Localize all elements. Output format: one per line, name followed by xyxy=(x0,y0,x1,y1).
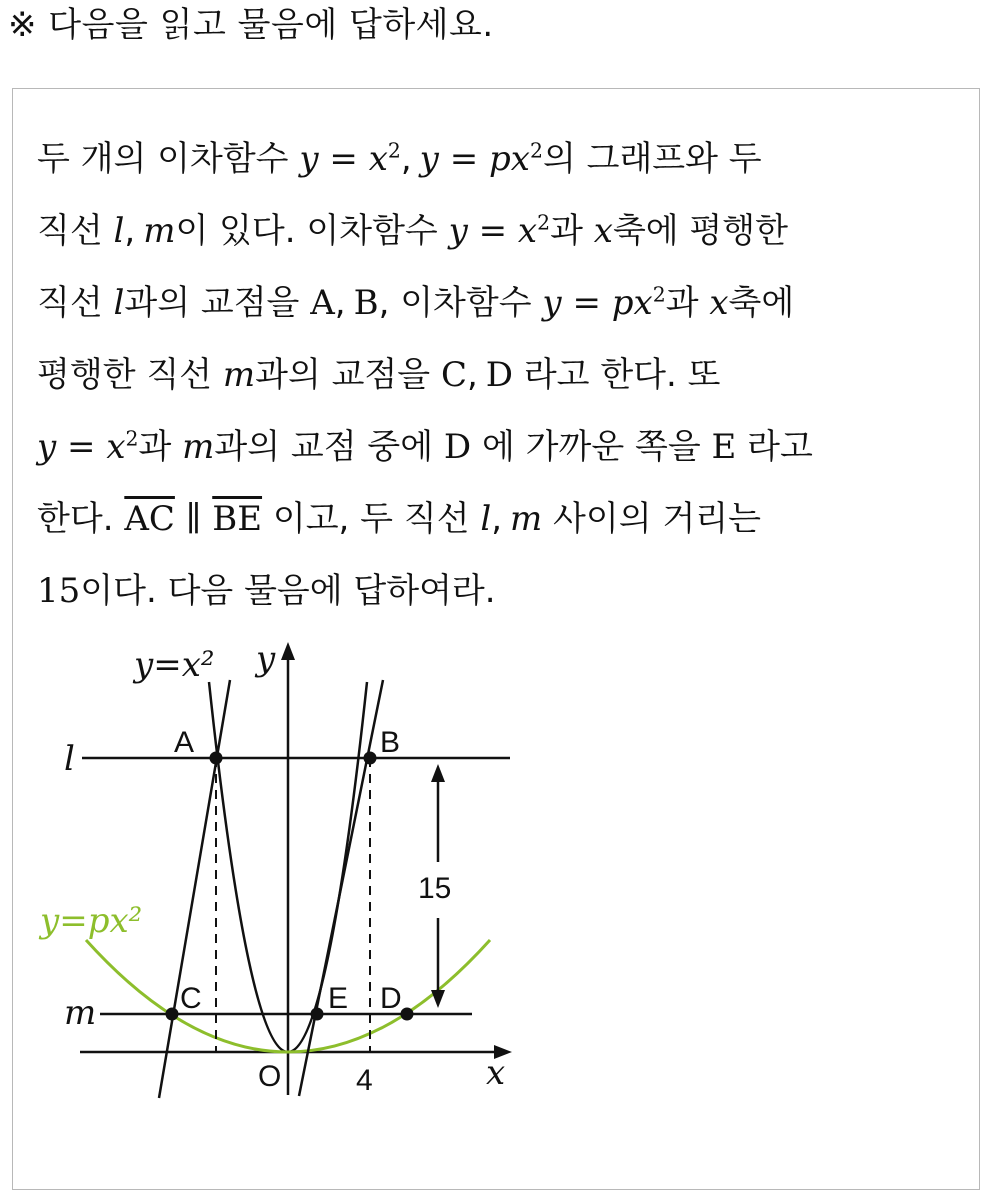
text-segment: 이다. 다음 물음에 답하여라. xyxy=(80,571,496,611)
problem-line-5: $y = x^2$과 m과의 교점 중에 D 에 가까운 쪽을 E 라고 xyxy=(37,426,813,467)
text-segment: 과의 교점 중에 xyxy=(214,427,444,467)
down-arrow-icon xyxy=(431,990,445,1008)
text-segment: 에 가까운 쪽을 xyxy=(471,427,712,467)
label-d: D xyxy=(380,982,402,1015)
text-segment: 이 있다. 이차함수 xyxy=(175,211,449,251)
point-a xyxy=(210,752,223,765)
text-segment: 과 xyxy=(665,283,710,323)
problem-line-3: 직선 l과의 교점을 A, B, 이차함수 $y = px^2$과 x축에 xyxy=(37,282,795,323)
text-segment: 과의 교점을 xyxy=(124,283,311,323)
text-segment: 축에 xyxy=(728,283,795,323)
y-axis-label: y xyxy=(256,639,276,679)
text-segment: 축에 평행한 xyxy=(612,211,788,251)
instruction-heading: ※ 다음을 읽고 물음에 답하세요. xyxy=(8,5,494,45)
problem-line-4: 평행한 직선 m과의 교점을 C, D 라고 한다. 또 xyxy=(37,355,721,395)
tick-label-4: 4 xyxy=(356,1064,373,1097)
line-ac xyxy=(159,680,230,1098)
problem-line-6: 한다. $\overline{AC}$ ∥ $\overline{BE}$ 이고, 두 직선 l, m 사이의 거리는 xyxy=(37,499,761,539)
text-segment: 한다. xyxy=(37,499,125,539)
text-segment: 라고 한다. 또 xyxy=(513,355,721,395)
label-a: A xyxy=(174,726,195,759)
text-segment: 과 xyxy=(550,211,594,251)
text-segment: 15 xyxy=(37,571,81,611)
text-segment: 평행한 직선 xyxy=(37,355,223,395)
point-b xyxy=(364,752,377,765)
label-e: E xyxy=(328,982,349,1015)
text-segment: 과 xyxy=(138,427,183,467)
text-segment: , 이차함수 xyxy=(378,283,543,323)
point-d xyxy=(401,1008,414,1021)
text-segment: 직선 xyxy=(37,283,114,323)
line-l-label: l xyxy=(64,739,75,779)
text-segment: 과의 교점을 xyxy=(255,355,441,395)
text-segment: 라고 xyxy=(736,427,813,467)
line-m-label: m xyxy=(64,993,97,1033)
problem-line-1: 두 개의 이차함수 $y = x^2$, $y = px^2$의 그래프와 두 xyxy=(37,138,762,179)
y-axis-arrow-icon xyxy=(281,642,295,660)
point-c xyxy=(166,1008,179,1021)
up-arrow-icon xyxy=(431,764,445,782)
origin-label: O xyxy=(258,1060,282,1093)
text-segment: 두 개의 이차함수 xyxy=(37,139,300,179)
text-segment: 의 그래프와 두 xyxy=(542,139,762,179)
text-segment: 이고, 두 직선 xyxy=(262,499,481,539)
label-c: C xyxy=(180,982,202,1015)
text-segment: 사이의 거리는 xyxy=(542,499,761,539)
point-e xyxy=(311,1008,324,1021)
curve-label-x-squared: y=x² xyxy=(134,645,215,685)
problem-line-2: 직선 l, m이 있다. 이차함수 $y = x^2$과 x축에 평행한 xyxy=(37,210,788,251)
distance-label: 15 xyxy=(418,872,452,905)
x-axis-label: x xyxy=(486,1053,506,1093)
text-segment: 직선 xyxy=(37,211,114,251)
curve-label-px-squared: y=px² xyxy=(40,901,143,941)
graph-figure xyxy=(20,520,540,1120)
label-b: B xyxy=(380,726,401,759)
